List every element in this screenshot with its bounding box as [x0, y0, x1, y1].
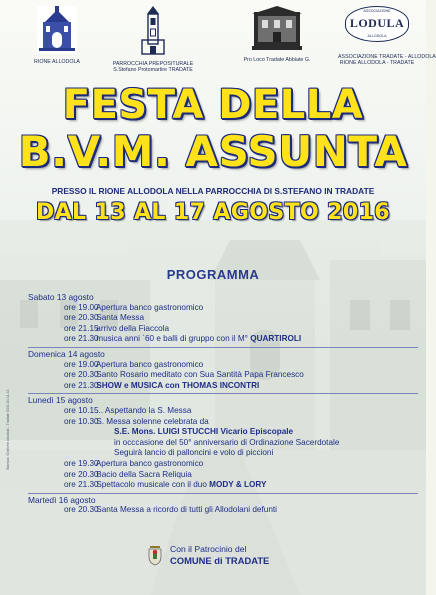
- event-desc: Santo Rosario meditato con Sua Santità Papa Francesco: [96, 370, 304, 380]
- event-row: [28, 406, 418, 417]
- day-heading: Martedì 16 agosto: [28, 493, 418, 506]
- event-row: [28, 370, 418, 381]
- logo-parrocchia: [103, 6, 203, 73]
- logo-caption: Pro Loco Tradate Abbiate G.: [243, 57, 311, 63]
- event-desc: SHOW e MUSICA con THOMAS INCONTRI: [96, 380, 260, 390]
- logo-lodula: [338, 6, 436, 66]
- event-desc: S. Messa solenne celebrata da: [96, 416, 209, 426]
- event-time: ore 19.00: [64, 359, 99, 369]
- event-row: [28, 313, 418, 324]
- event-desc: Santa Messa: [96, 313, 145, 323]
- event-time: ore 21.15: [64, 323, 99, 333]
- event-desc: Spettacolo musicale con il duo: [96, 480, 210, 490]
- event-row: [28, 480, 418, 491]
- event-row: [28, 324, 418, 335]
- event-desc: arrivo della Fiaccola: [96, 323, 170, 333]
- lodula-badge: [345, 6, 409, 42]
- event-performer: MODY & LORY: [209, 480, 267, 490]
- logo-rione-allodola: [26, 6, 88, 65]
- event-row: [28, 360, 418, 371]
- day-heading: Domenica 14 agosto: [28, 347, 418, 360]
- event-row: [28, 381, 418, 392]
- event-row: [28, 470, 418, 481]
- event-time: ore 21.30: [64, 480, 99, 490]
- event-desc: musica anni `60 e balli di gruppo con il M°: [96, 334, 251, 344]
- subtitle: PRESSO IL RIONE ALLODOLA NELLA PARROCCHIA DI S.STEFANO IN TRADATE: [51, 186, 375, 196]
- event-time: ore 20.30: [64, 469, 99, 479]
- comune-crest-icon: [147, 544, 163, 566]
- logo-caption: PARROCCHIA PREPOSITURALE: [112, 61, 194, 67]
- lodula-wordmark: LODULA: [349, 16, 405, 30]
- event-detail: in occcasione del 50° anniversario di Ordinazione Sacerdotale: [114, 437, 340, 447]
- event-time: ore 19.30: [64, 458, 99, 468]
- villa-icon: [252, 6, 302, 52]
- event-detail: Seguirà lancio di palloncini e volo di piccioni: [114, 448, 274, 458]
- event-time: ore 20.30: [64, 370, 99, 380]
- patronage: [170, 544, 269, 567]
- event-dates: DAL 13 AL 17 AGOSTO 2016: [35, 200, 391, 225]
- event-desc: ... Aspettando la S. Messa: [96, 405, 192, 415]
- logo-pro-loco: [232, 6, 322, 63]
- logo-caption: RIONE ALLODOLA: [34, 59, 80, 65]
- event-row: [28, 459, 418, 470]
- patronage-line-2: COMUNE di TRADATE: [170, 555, 270, 566]
- event-row: [28, 303, 418, 314]
- lodula-ring-bottom: ALLODOLA: [367, 34, 387, 38]
- patronage-line-1: Con il Patrocinio del: [170, 544, 247, 554]
- day-heading: Sabato 13 agosto: [28, 292, 94, 302]
- event-desc: Apertura banco gastronomico: [95, 359, 204, 369]
- event-time: ore 21.30: [64, 380, 99, 390]
- day-heading: Lunedì 15 agosto: [28, 393, 418, 406]
- event-row: [28, 417, 418, 428]
- event-time: ore 20.30: [64, 505, 99, 515]
- event-row: [28, 334, 418, 345]
- event-row: [28, 505, 418, 516]
- event-desc: Santa Messa a ricordo di tutti gli Allodolani defunti: [96, 505, 277, 515]
- event-time: ore 10.30: [64, 416, 99, 426]
- logo-caption-2: RIONE ALLODOLA - TRADATE: [339, 60, 415, 66]
- event-detail: [28, 427, 418, 438]
- event-time: ore 21.30: [64, 334, 99, 344]
- program-schedule: [28, 292, 418, 516]
- printer-credit: Stampa: Grafiche Allodola - Tradate 0331.84.11.44: [6, 389, 10, 470]
- logo-caption-2: S.Stefano Protomartire TRADATE: [113, 67, 193, 73]
- event-desc: Apertura banco gastronomico: [95, 302, 204, 312]
- event-time: ore 20.30: [64, 313, 99, 323]
- event-performer: QUARTIROLI: [250, 334, 302, 344]
- event-desc: Apertura banco gastronomico: [95, 458, 204, 468]
- church-icon: [37, 6, 77, 54]
- programma-heading: PROGRAMMA: [166, 267, 260, 282]
- event-desc: Bacio della Sacra Reliquia: [96, 469, 192, 479]
- celebrant: S.E. Mons. LUIGI STUCCHI Vicario Episcopale: [114, 427, 294, 437]
- title-line-1: FESTA DELLA: [62, 82, 364, 128]
- title-line-2: B.V.M. ASSUNTA: [18, 127, 408, 176]
- event-time: ore 19.00: [64, 302, 99, 312]
- lodula-ring-top: ASSOCIAZIONE: [363, 9, 391, 13]
- logo-caption: ASSOCIAZIONE TRADATE - ALLODOLA: [338, 54, 436, 60]
- bell-tower-icon: [138, 6, 168, 56]
- event-time: ore 10.15: [64, 405, 99, 415]
